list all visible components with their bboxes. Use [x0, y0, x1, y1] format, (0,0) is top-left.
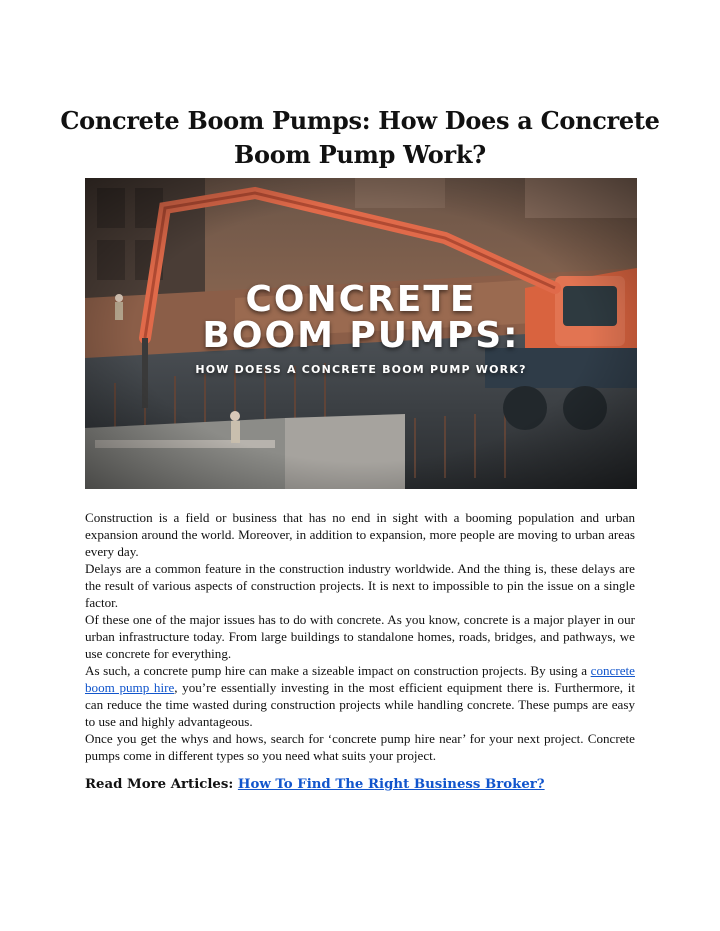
paragraph-3: Of these one of the major issues has to do with concrete. As you know, concrete is a major player in our urban infrastructure today. From large buildings to standalone homes, roads, bridges, and pathways, we use concrete for everything. — [85, 612, 635, 661]
article-body — [85, 509, 635, 764]
hero-title-line2: BOOM PUMPS: — [202, 315, 520, 356]
paragraph-4-text-before: As such, a concrete pump hire can make a sizeable impact on construction projects. By using a — [85, 663, 591, 678]
concrete-boom-pump-hire-link[interactable]: concrete boom pump hire — [85, 663, 635, 695]
read-more-label: Read More Articles: — [85, 777, 238, 792]
page-title: Concrete Boom Pumps: How Does a Concrete Boom Pump Work? — [60, 106, 660, 169]
paragraph-4 — [85, 662, 635, 730]
paragraph-1: Construction is a field or business that has no end in sight with a booming population and urban expansion around the world. Moreover, in addition to expansion, more people are moving to urban areas every day. — [85, 510, 635, 559]
hero-title — [85, 279, 637, 380]
paragraph-4-text-after: , you’re essentially investing in the most efficient equipment there is. Furthermore, it can reduce the time wasted during construction projects while handling concrete. These pumps are easy to use and highly advantageous. — [85, 680, 635, 729]
read-more-link[interactable]: How To Find The Right Business Broker? — [237, 777, 545, 792]
hero-subtitle: HOW DOESS A CONCRETE BOOM PUMP WORK? — [195, 363, 527, 376]
hero-image — [85, 178, 637, 489]
hero-title-line1: CONCRETE — [245, 279, 477, 320]
paragraph-5: Once you get the whys and hows, search for ‘concrete pump hire near’ for your next project. Concrete pumps come in different types so you need what suits your project. — [85, 731, 635, 763]
read-more — [85, 776, 635, 794]
paragraph-2: Delays are a common feature in the construction industry worldwide. And the thing is, these delays are the result of various aspects of construction projects. It is next to impossible to pin the issue on a single factor. — [85, 561, 635, 610]
